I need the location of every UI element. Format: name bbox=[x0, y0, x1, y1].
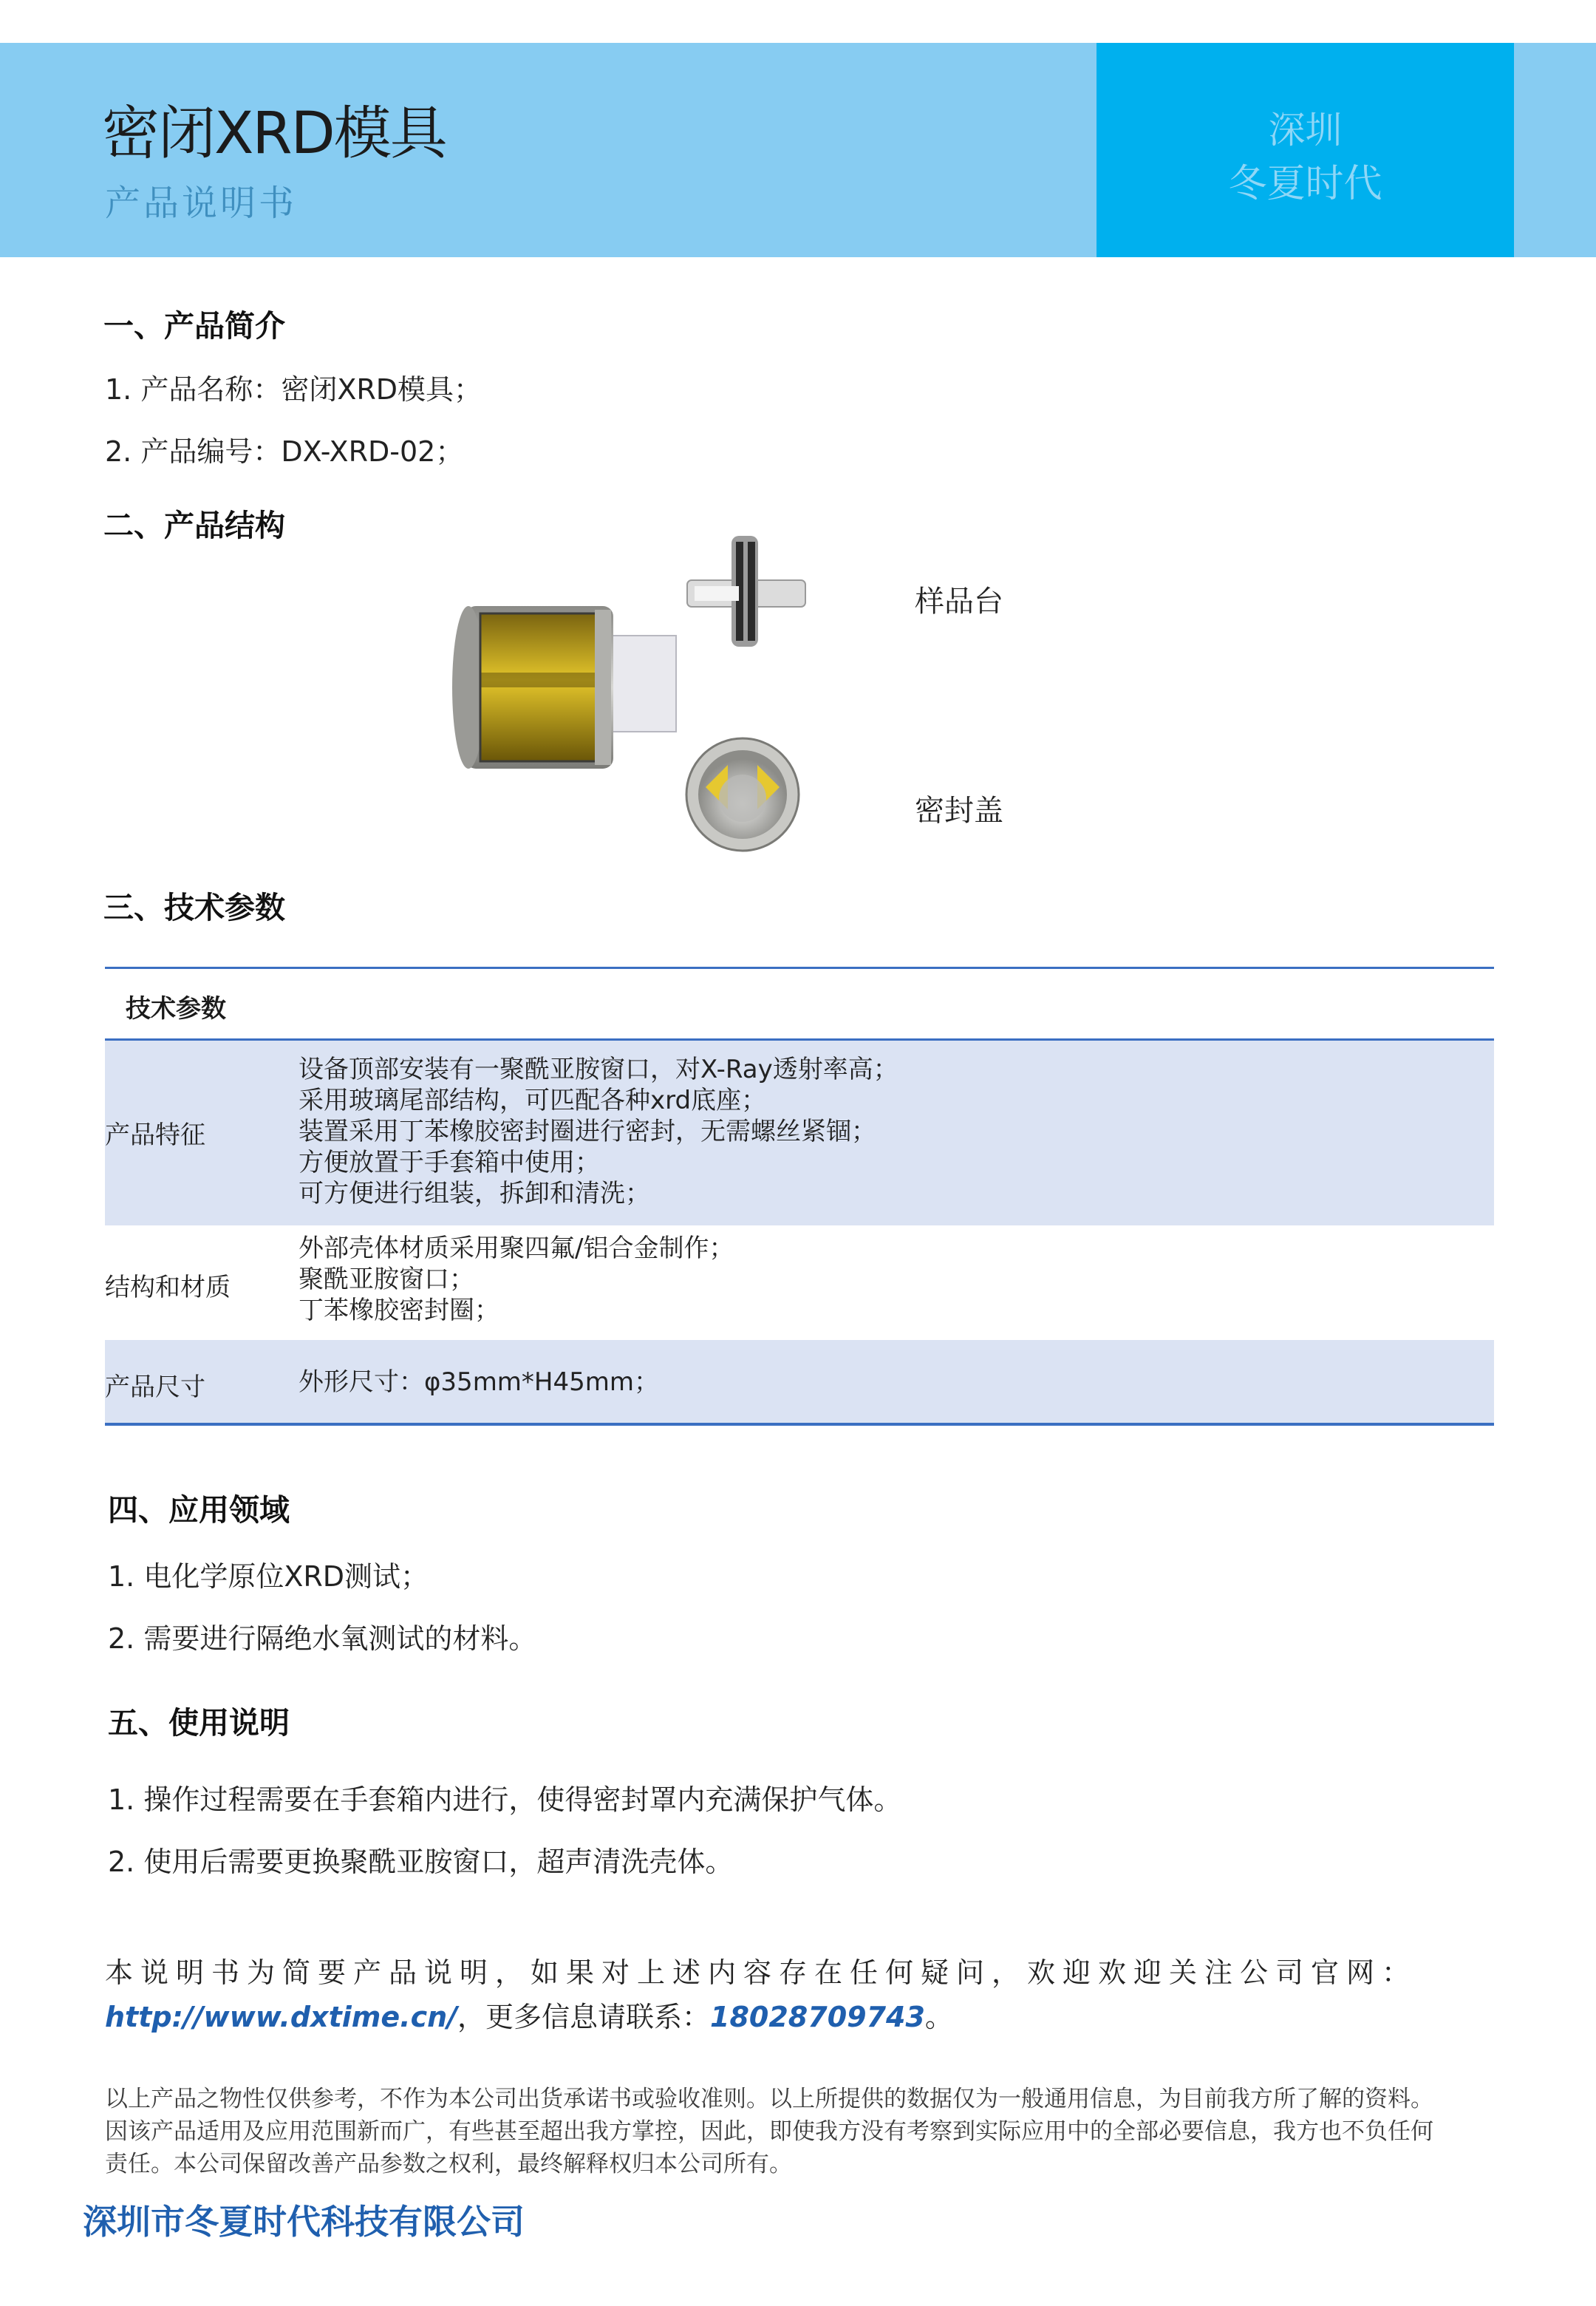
intro-item: 2. 产品编号：DX-XRD-02； bbox=[105, 435, 464, 468]
sealing-lid-image bbox=[683, 735, 802, 854]
row-line: 聚酰亚胺窗口； bbox=[299, 1265, 474, 1294]
row-line: 方便放置于手套箱中使用； bbox=[299, 1148, 600, 1177]
sample-stage-image bbox=[680, 528, 813, 654]
contact-text: ，更多信息请联系： bbox=[457, 2001, 711, 2033]
intro-item: 1. 产品名称：密闭XRD模具； bbox=[105, 373, 482, 406]
application-item: 1. 电化学原位XRD测试； bbox=[108, 1560, 429, 1593]
company-name: 深圳市冬夏时代科技有限公司 bbox=[83, 2202, 525, 2242]
row-line: 设备顶部安装有一聚酰亚胺窗口，对X-Ray透射率高； bbox=[299, 1055, 898, 1084]
disclaimer-line: 以上产品之物性仅供参考，不作为本公司出货承诺书或验收准则。以上所提供的数据仅为一般通用信息，为目前我方所了解的资料。 bbox=[105, 2086, 1433, 2112]
mold-assembly-image bbox=[451, 591, 680, 783]
brand-name: 冬夏时代 bbox=[1228, 162, 1382, 206]
disclaimer-line: 责任。本公司保留改善产品参数之权利，最终解释权归本公司所有。 bbox=[105, 2151, 792, 2177]
row-line: 可方便进行组装，拆卸和清洗； bbox=[299, 1179, 650, 1208]
row-label: 结构和材质 bbox=[105, 1273, 231, 1302]
footer-notice: 本说明书为简要产品说明，如果对上述内容存在任何疑问，欢迎欢迎关注公司官网： bbox=[105, 1956, 1418, 1989]
section-heading-structure: 二、产品结构 bbox=[103, 508, 285, 543]
disclaimer-line: 因该产品适用及应用范围新而广，有些甚至超出我方掌控，因此，即使我方没有考察到实际应用中的全部必要信息，我方也不负任何 bbox=[105, 2118, 1433, 2145]
row-body bbox=[299, 1367, 659, 1398]
row-line: 采用玻璃尾部结构，可匹配各种xrd底座； bbox=[299, 1086, 767, 1115]
application-item: 2. 需要进行隔绝水氧测试的材料。 bbox=[108, 1622, 537, 1655]
header-strip bbox=[1514, 43, 1596, 257]
row-line: 装置采用丁苯橡胶密封圈进行密封，无需螺丝紧锢； bbox=[299, 1117, 876, 1146]
row-line: 丁苯橡胶密封圈； bbox=[299, 1296, 499, 1325]
table-header bbox=[105, 969, 1494, 1038]
brand-city: 深圳 bbox=[1268, 109, 1343, 152]
section-heading-intro: 一、产品简介 bbox=[103, 308, 285, 344]
row-line: 外部壳体材质采用聚四氟/铝合金制作； bbox=[299, 1234, 734, 1263]
row-line: 外形尺寸：φ35mm*H45mm； bbox=[299, 1367, 660, 1397]
section-heading-usage: 五、使用说明 bbox=[108, 1705, 290, 1741]
usage-item: 2. 使用后需要更换聚酰亚胺窗口，超声清洗壳体。 bbox=[108, 1846, 734, 1878]
label-sample-stage: 样品台 bbox=[915, 585, 1003, 619]
row-label: 产品特征 bbox=[105, 1120, 205, 1150]
spec-table bbox=[105, 967, 1494, 1426]
row-body bbox=[299, 1054, 898, 1209]
section-heading-specs: 三、技术参数 bbox=[103, 890, 285, 925]
row-label: 产品尺寸 bbox=[105, 1373, 205, 1402]
footer-contact-line bbox=[105, 1994, 953, 2035]
table-header-label: 技术参数 bbox=[126, 994, 226, 1024]
table-row bbox=[105, 1041, 1494, 1225]
section-heading-applications: 四、应用领域 bbox=[108, 1492, 290, 1528]
table-row bbox=[105, 1225, 1494, 1340]
label-sealing-lid: 密封盖 bbox=[915, 794, 1003, 828]
table-row bbox=[105, 1340, 1494, 1423]
row-body bbox=[299, 1233, 734, 1326]
usage-item: 1. 操作过程需要在手套箱内进行，使得密封罩内充满保护气体。 bbox=[108, 1783, 902, 1816]
disclaimer bbox=[105, 2083, 1501, 2180]
contact-period: 。 bbox=[924, 2001, 953, 2033]
table-bottom-rule bbox=[105, 1423, 1494, 1426]
document-subtitle: 产品说明书 bbox=[105, 183, 298, 224]
website-link[interactable]: http://www.dxtime.cn/ bbox=[105, 2001, 458, 2033]
phone-number[interactable]: 18028709743 bbox=[710, 2001, 925, 2033]
document-title: 密闭XRD模具 bbox=[102, 101, 446, 167]
